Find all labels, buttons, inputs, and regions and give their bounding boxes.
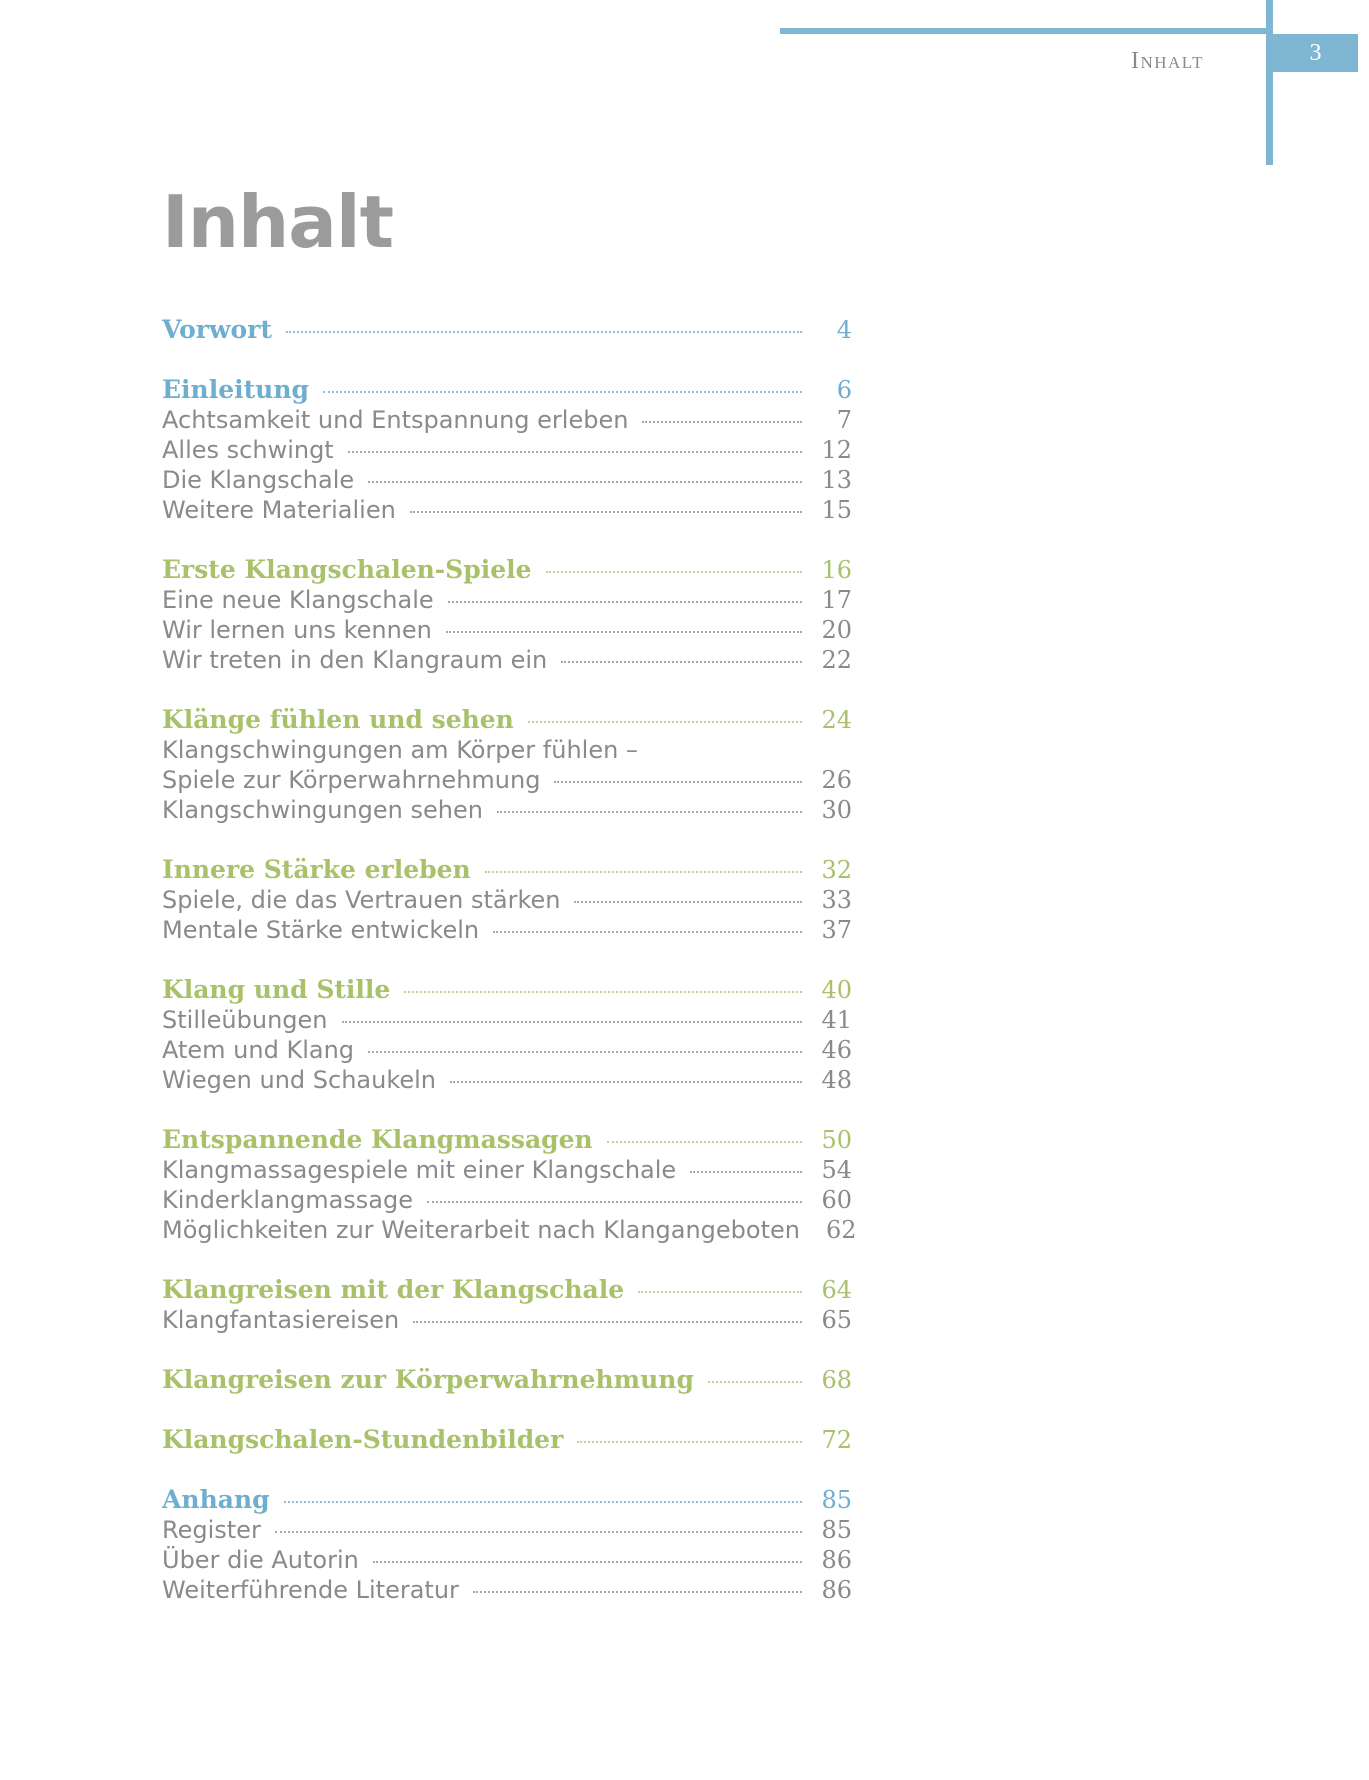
toc-page-number: 86 xyxy=(821,1576,852,1604)
toc-entry-title: Mentale Stärke entwickeln xyxy=(162,916,480,944)
toc-entry-title: Wir lernen uns kennen xyxy=(162,616,432,644)
toc-entry[interactable] xyxy=(162,1006,852,1036)
dot-leader xyxy=(708,1381,802,1383)
toc-entry-title: Register xyxy=(162,1516,261,1544)
toc-heading[interactable] xyxy=(162,555,852,586)
toc-section-vorwort xyxy=(162,315,852,346)
table-of-contents xyxy=(162,315,857,1635)
toc-page-number: 41 xyxy=(821,1006,852,1034)
dot-leader xyxy=(554,781,802,783)
toc-entry[interactable] xyxy=(162,466,852,496)
dot-leader xyxy=(368,1051,802,1053)
toc-page-number: 12 xyxy=(821,436,852,464)
dot-leader xyxy=(473,1591,802,1593)
toc-entry-title: Alles schwingt xyxy=(162,436,334,464)
toc-entry[interactable] xyxy=(162,646,852,676)
toc-entry-title-line: Klangschwingungen am Körper fühlen – xyxy=(162,736,638,764)
toc-page-number: 65 xyxy=(821,1306,852,1334)
dot-leader xyxy=(448,601,802,603)
toc-page-number: 62 xyxy=(825,1216,857,1244)
toc-entry-title: Kinderklangmassage xyxy=(162,1186,414,1214)
toc-page-number: 50 xyxy=(821,1126,852,1154)
toc-entry-title: Eine neue Klangschale xyxy=(162,586,434,614)
dot-leader xyxy=(348,451,802,453)
toc-section-klangschalen-stundenbilder xyxy=(162,1425,852,1456)
toc-page-number: 40 xyxy=(821,976,852,1004)
toc-entry-first-line[interactable] xyxy=(162,736,852,766)
dot-leader xyxy=(546,571,802,573)
toc-heading-title: Klang und Stille xyxy=(162,975,391,1004)
toc-entry-title: Atem und Klang xyxy=(162,1036,355,1064)
toc-heading-title: Klangschalen-Stundenbilder xyxy=(162,1425,564,1454)
toc-section-entspannende-klangmassagen xyxy=(162,1125,857,1246)
toc-section-klangreisen-mit-der-klangschale xyxy=(162,1275,852,1336)
toc-entry[interactable] xyxy=(162,1306,852,1336)
dot-leader xyxy=(577,1441,802,1443)
toc-entry[interactable] xyxy=(162,1186,852,1216)
toc-heading[interactable] xyxy=(162,375,852,406)
toc-heading[interactable] xyxy=(162,315,852,346)
toc-page-number: 17 xyxy=(821,586,852,614)
page-number: 3 xyxy=(1273,34,1358,72)
toc-entry-title: Weiterführende Literatur xyxy=(162,1576,459,1604)
dot-leader xyxy=(427,1201,802,1203)
toc-entry-title: Spiele zur Körperwahrnehmung xyxy=(162,766,541,794)
toc-heading[interactable] xyxy=(162,1275,852,1306)
dot-leader xyxy=(373,1561,802,1563)
toc-page-number: 30 xyxy=(821,796,852,824)
toc-heading[interactable] xyxy=(162,1425,852,1456)
toc-entry[interactable] xyxy=(162,796,852,826)
toc-entry-title: Wir treten in den Klangraum ein xyxy=(162,646,548,674)
toc-entry-title: Die Klangschale xyxy=(162,466,355,494)
toc-page-number: 85 xyxy=(821,1486,852,1514)
toc-heading-title: Innere Stärke erleben xyxy=(162,855,471,884)
toc-heading-title: Entspannende Klangmassagen xyxy=(162,1125,593,1154)
header-vertical-rule xyxy=(1266,0,1273,165)
toc-entry-title: Klangfantasiereisen xyxy=(162,1306,400,1334)
toc-entry-title: Stilleübungen xyxy=(162,1006,328,1034)
dot-leader xyxy=(493,931,802,933)
toc-entry[interactable] xyxy=(162,1576,852,1606)
toc-page-number: 85 xyxy=(821,1516,852,1544)
dot-leader xyxy=(404,991,802,993)
toc-page-number: 72 xyxy=(821,1426,852,1454)
toc-entry[interactable] xyxy=(162,1216,857,1246)
toc-page-number: 86 xyxy=(821,1546,852,1574)
toc-page-number: 46 xyxy=(821,1036,852,1064)
toc-page-number: 20 xyxy=(821,616,852,644)
toc-entry[interactable] xyxy=(162,1066,852,1096)
toc-page-number: 68 xyxy=(821,1366,852,1394)
dot-leader xyxy=(561,661,802,663)
dot-leader xyxy=(284,1501,802,1503)
toc-entry[interactable] xyxy=(162,766,852,796)
toc-page-number: 15 xyxy=(821,496,852,524)
toc-heading-title: Anhang xyxy=(162,1485,270,1514)
toc-heading[interactable] xyxy=(162,855,852,886)
toc-heading-title: Erste Klangschalen-Spiele xyxy=(162,555,532,584)
toc-heading-title: Klangreisen mit der Klangschale xyxy=(162,1275,625,1304)
running-head: Inhalt xyxy=(1130,48,1204,74)
toc-entry[interactable] xyxy=(162,496,852,526)
toc-entry-title: Möglichkeiten zur Weiterarbeit nach Klangangeboten xyxy=(162,1216,800,1244)
toc-section-einleitung xyxy=(162,375,852,526)
toc-page-number: 26 xyxy=(821,766,852,794)
dot-leader xyxy=(450,1081,802,1083)
dot-leader xyxy=(485,871,802,873)
toc-page-number: 64 xyxy=(821,1276,852,1304)
dot-leader xyxy=(368,481,802,483)
toc-page-number: 33 xyxy=(821,886,852,914)
dot-leader xyxy=(638,1291,802,1293)
toc-section-klaenge-fuehlen-und-sehen xyxy=(162,705,852,826)
toc-entry[interactable] xyxy=(162,1516,852,1546)
dot-leader xyxy=(410,511,802,513)
toc-entry-title: Achtsamkeit und Entspannung erleben xyxy=(162,406,629,434)
toc-entry[interactable] xyxy=(162,886,852,916)
toc-page-number: 37 xyxy=(821,916,852,944)
toc-heading[interactable] xyxy=(162,705,852,736)
toc-entry[interactable] xyxy=(162,1156,852,1186)
toc-page-number: 7 xyxy=(836,406,852,434)
toc-entry[interactable] xyxy=(162,586,852,616)
toc-entry[interactable] xyxy=(162,616,852,646)
toc-page-number: 16 xyxy=(821,556,852,584)
toc-page-number: 22 xyxy=(821,646,852,674)
dot-leader xyxy=(607,1141,802,1143)
toc-page-number: 32 xyxy=(821,856,852,884)
dot-leader xyxy=(574,901,802,903)
toc-section-innere-staerke-erleben xyxy=(162,855,852,946)
toc-entry-title: Wiegen und Schaukeln xyxy=(162,1066,437,1094)
toc-page-number: 6 xyxy=(836,376,852,404)
toc-entry[interactable] xyxy=(162,1036,852,1066)
dot-leader xyxy=(690,1171,802,1173)
dot-leader xyxy=(275,1531,802,1533)
dot-leader xyxy=(528,721,802,723)
toc-page-number: 13 xyxy=(821,466,852,494)
toc-heading-title: Klangreisen zur Körperwahrnehmung xyxy=(162,1365,694,1394)
toc-section-klang-und-stille xyxy=(162,975,852,1096)
toc-page-number: 4 xyxy=(836,316,852,344)
dot-leader xyxy=(446,631,802,633)
toc-heading-title: Einleitung xyxy=(162,375,310,404)
toc-heading[interactable] xyxy=(162,1365,852,1396)
toc-page-number: 48 xyxy=(821,1066,852,1094)
dot-leader xyxy=(323,391,802,393)
toc-page-number: 54 xyxy=(821,1156,852,1184)
toc-heading[interactable] xyxy=(162,975,852,1006)
toc-entry-title: Weitere Materialien xyxy=(162,496,396,524)
dot-leader xyxy=(286,331,802,333)
toc-heading-title: Klänge fühlen und sehen xyxy=(162,705,514,734)
toc-heading[interactable] xyxy=(162,1485,852,1516)
dot-leader xyxy=(642,421,802,423)
page-title: Inhalt xyxy=(162,180,393,264)
toc-entry[interactable] xyxy=(162,1546,852,1576)
toc-section-klangreisen-zur-koerperwahrnehmung xyxy=(162,1365,852,1396)
toc-heading-title: Vorwort xyxy=(162,315,272,344)
toc-entry-title: Klangmassagespiele mit einer Klangschale xyxy=(162,1156,677,1184)
toc-page-number: 60 xyxy=(821,1186,852,1214)
toc-entry-title: Klangschwingungen sehen xyxy=(162,796,483,824)
toc-entry-title: Über die Autorin xyxy=(162,1546,359,1574)
header-rule xyxy=(780,28,1272,34)
toc-page-number: 24 xyxy=(821,706,852,734)
toc-entry[interactable] xyxy=(162,916,852,946)
toc-entry-title: Spiele, die das Vertrauen stärken xyxy=(162,886,561,914)
toc-section-anhang xyxy=(162,1485,852,1606)
dot-leader xyxy=(413,1321,802,1323)
toc-heading[interactable] xyxy=(162,1125,852,1156)
toc-section-erste-klangschalen-spiele xyxy=(162,555,852,676)
toc-entry[interactable] xyxy=(162,406,852,436)
toc-entry[interactable] xyxy=(162,436,852,466)
dot-leader xyxy=(342,1021,803,1023)
dot-leader xyxy=(497,811,802,813)
